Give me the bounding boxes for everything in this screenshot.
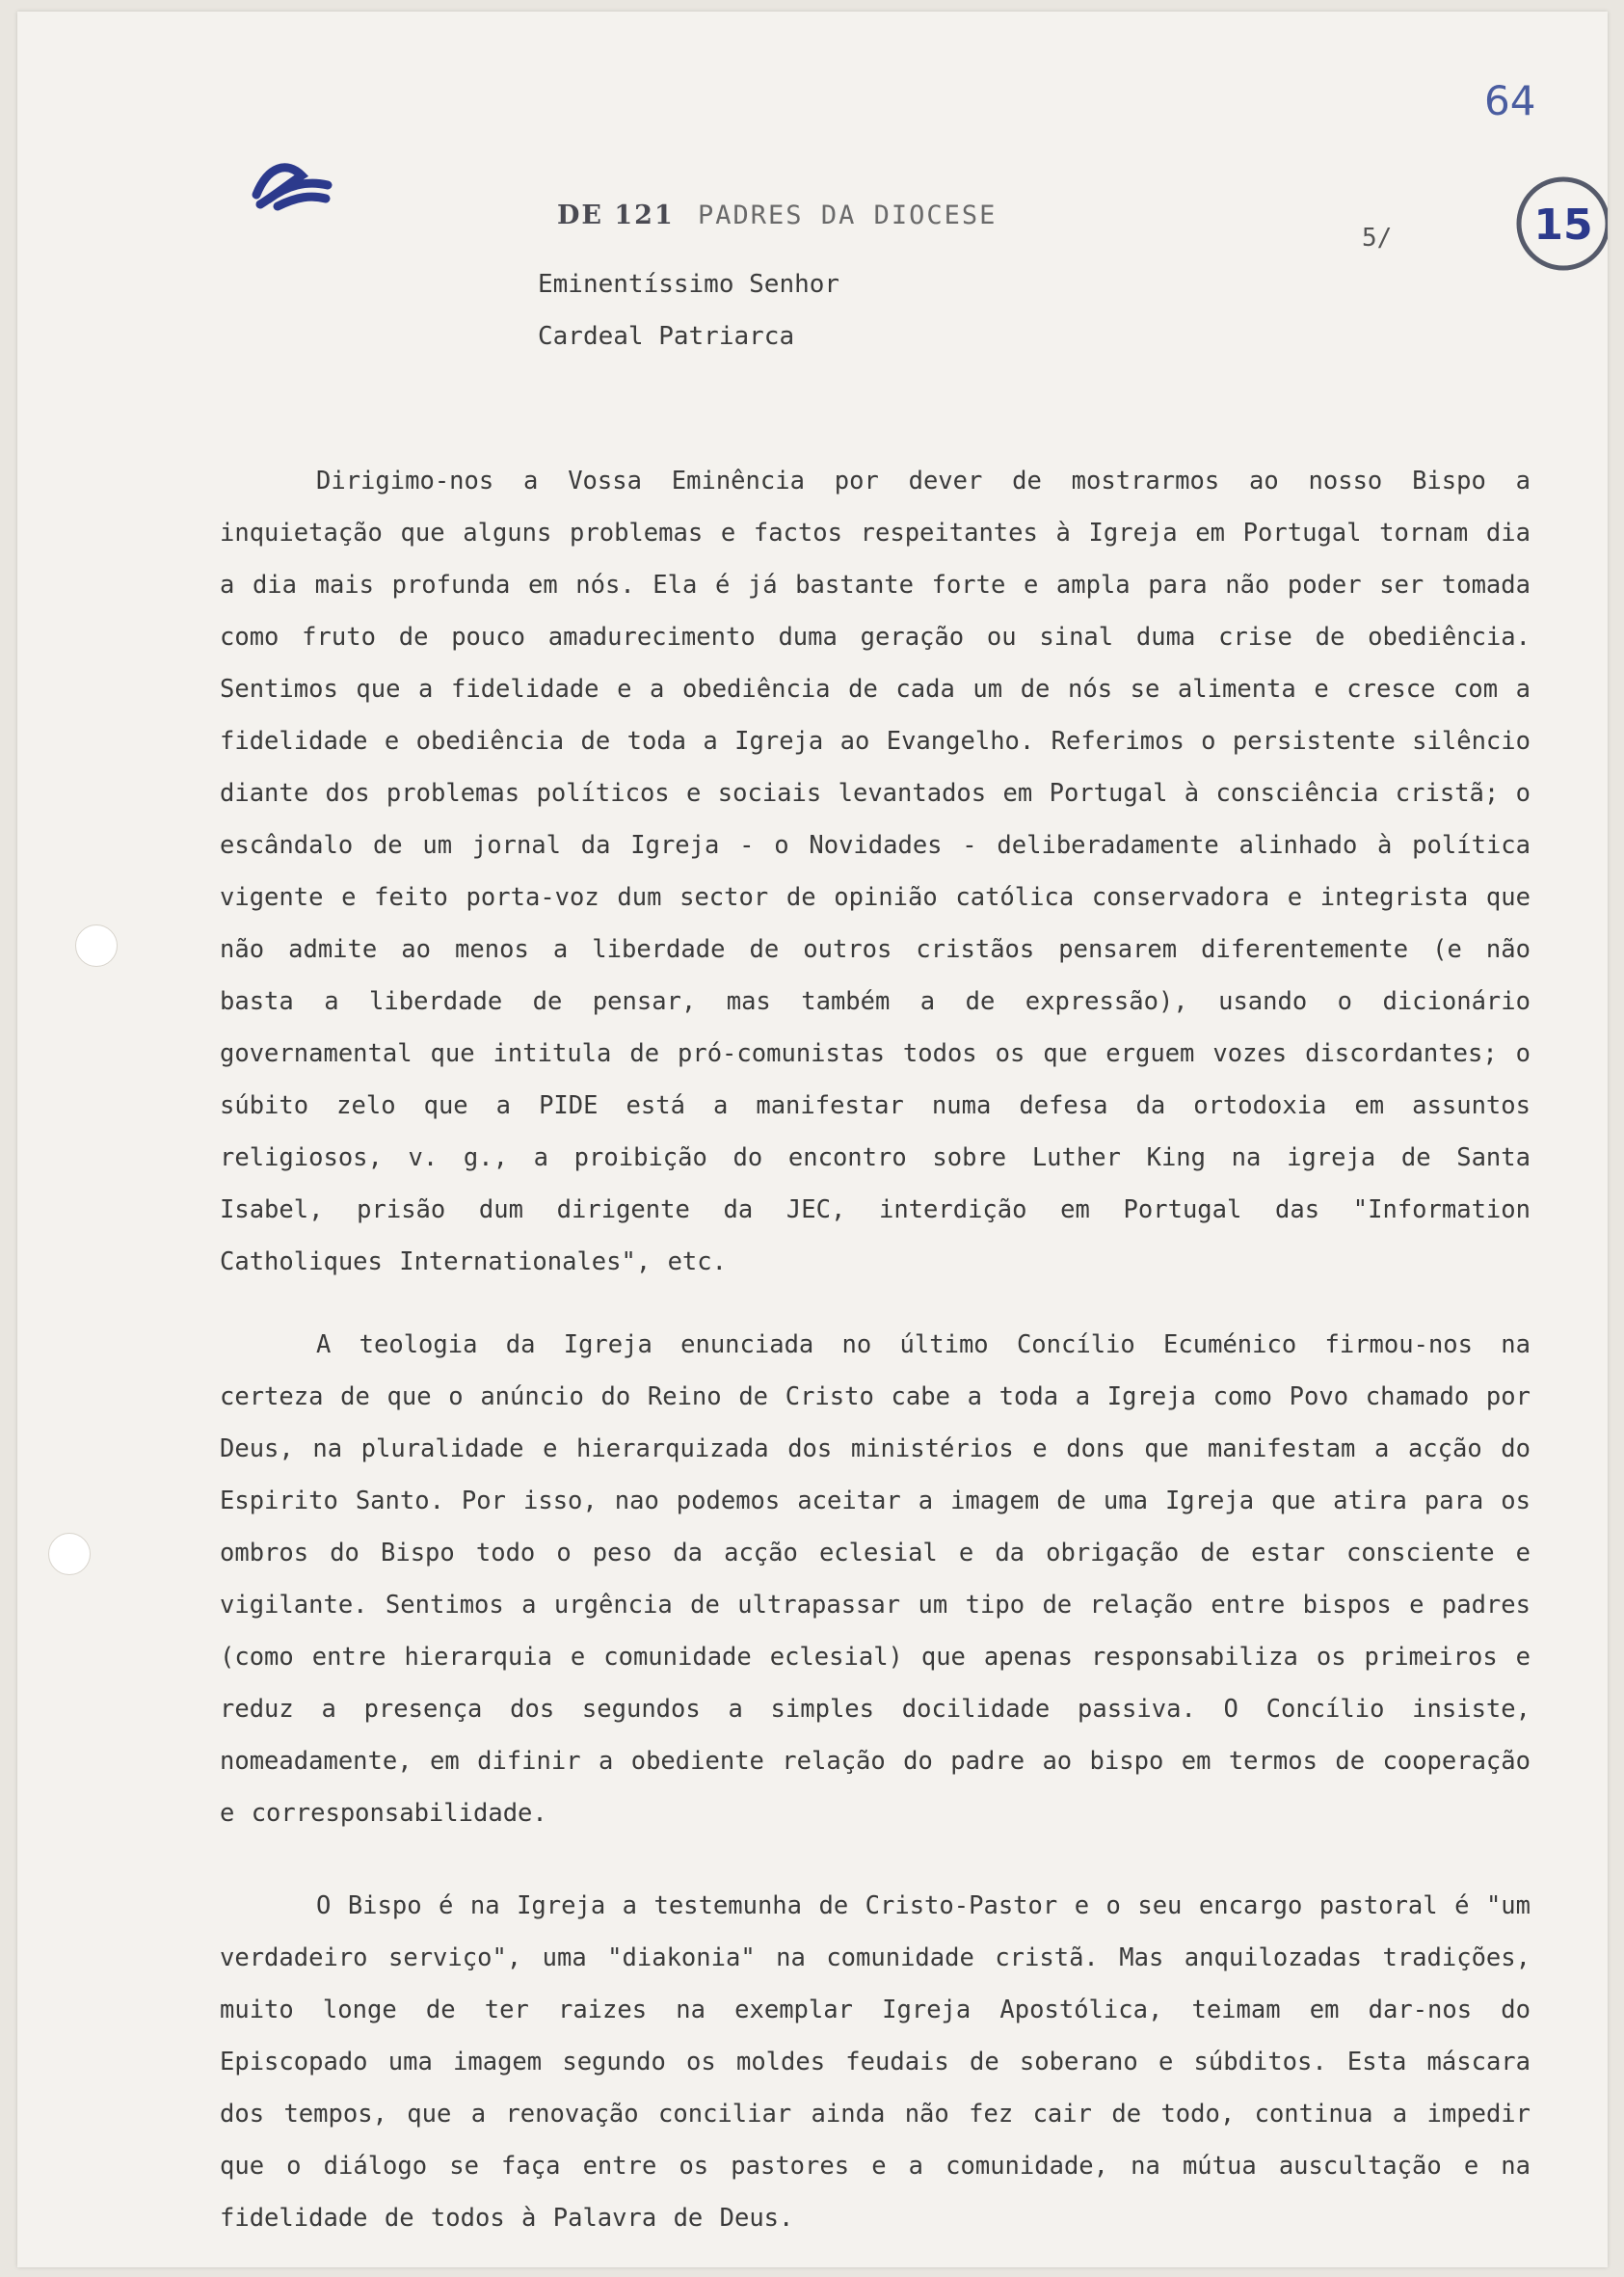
punch-hole — [48, 1533, 91, 1575]
punch-hole — [75, 924, 118, 967]
paragraph-2: A teologia da Igreja enunciada no último Concílio Ecuménico firmou-nos na certeza de que o anúncio do Reino de Cristo cabe a toda a Igreja como Povo chamado por Deus, na pluralidade e hierarquizada dos ministérios e dons que manifestam a acção do Espirito Santo. Por isso, nao podemos aceitar a imagem de uma Igreja que atira para os ombros do Bispo todo o peso da acção eclesial e da obrigação de estar consciente e vigilante. Sentimos a urgência de ultrapassar um tipo de relação entre bispos e padres (como entre hierarquia e comunidade eclesial) que apenas responsabiliza os primeiros e reduz a presença dos segundos a simples docilidade passiva. O Concílio insiste, nomeadamente, em difinir a obediente relação do padre ao bispo em termos de cooperação e corresponsabilidade. — [220, 1330, 1531, 1828]
heading: PADRES DA DIOCESE — [698, 201, 998, 230]
salutation-line-2: Cardeal Patriarca — [538, 322, 795, 351]
margin-mark: 5/ — [1362, 224, 1393, 253]
handwritten-scribble-mark — [249, 156, 335, 214]
page-number: 64 — [1484, 77, 1536, 124]
salutation-line-1: Eminentíssimo Senhor — [538, 270, 840, 299]
document-page — [17, 12, 1608, 2267]
paragraph-3: O Bispo é na Igreja a testemunha de Cristo-Pastor e o seu encargo pastoral é "um verdadeiro serviço", uma "diakonia" na comunidade cristã. Mas anquilozadas tradições, muito longe de ter raizes na exemplar Igreja Apostólica, teimam em dar-nos do Episcopado uma imagem segundo os moldes feudais de soberano e súbditos. Esta máscara dos tempos, que a renovação conciliar ainda não fez cair de todo, continua a impedir que o diálogo se faça entre os pastores e a comunidade, na mútua auscultação e na fidelidade de todos à Palavra de Deus. — [220, 1891, 1531, 2233]
document-title — [557, 201, 997, 230]
circled-number: 15 — [1533, 201, 1593, 250]
paragraph-1: Dirigimo-nos a Vossa Eminência por dever de mostrarmos ao nosso Bispo a inquietação que alguns problemas e factos respeitantes à Igreja em Portugal tornam dia a dia mais profunda em nós. Ela é já bastante forte e ampla para não poder ser tomada como fruto de pouco amadurecimento duma geração ou sinal duma crise de obediência. Sentimos que a fidelidade e a obediência de cada um de nós se alimenta e cresce com a fidelidade e obediência de toda a Igreja ao Evangelho. Referimos o persistente silêncio diante dos problemas políticos e sociais levantados em Portugal à consciência cristã; o escândalo de um jornal da Igreja - o Novidades - deliberadamente alinhado à política vigente e feito porta-voz dum sector de opinião católica conservadora e integrista que não admite ao menos a liberdade de outros cristãos pensarem diferentemente (e não basta a liberdade de pensar, mas também a de expressão), usando o dicionário governamental que intitula de pró-comunistas todos os que erguem vozes discordantes; o súbito zelo que a PIDE está a manifestar numa defesa da ortodoxia em assuntos religiosos, v. g., a proibição do encontro sobre Luther King na igreja de Santa Isabel, prisão dum dirigente da JEC, interdição em Portugal das "Information Catholiques Internationales", etc. — [220, 467, 1531, 1276]
reference-code: DE 121 — [557, 201, 675, 230]
circled-number-annotation — [1513, 174, 1608, 274]
